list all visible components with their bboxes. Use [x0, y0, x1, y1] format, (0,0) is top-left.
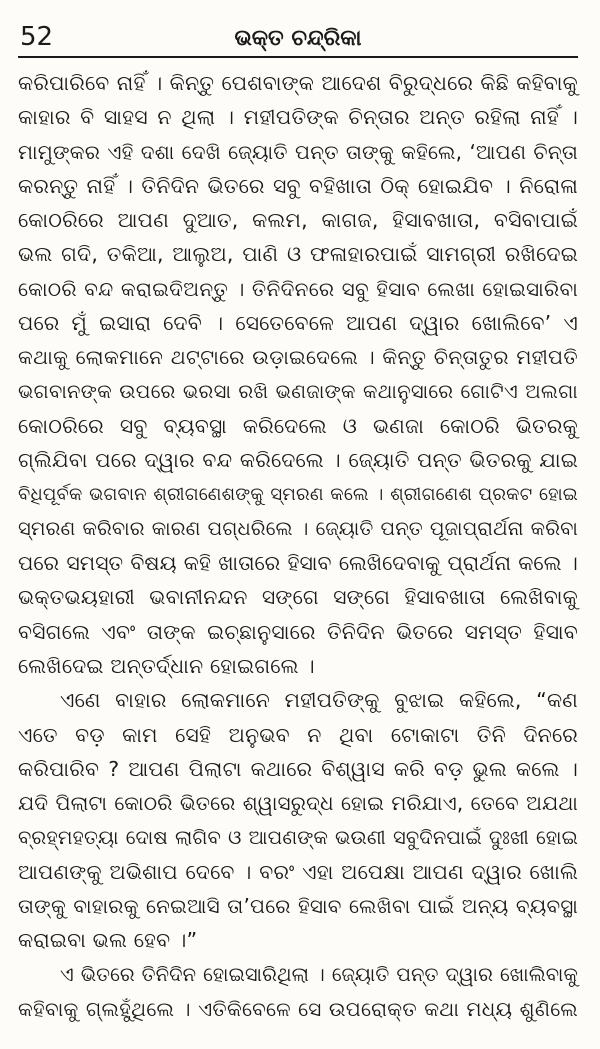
text-line: ଲେଖିଦେଇ ଅନ୍ତର୍ଦ୍ଧାନ ହୋଇଗଲେ ।	[18, 654, 315, 679]
page-number: 52	[20, 22, 54, 52]
text-line: କୋଠରିରେ ଆପଣ ଦୁଆତ, କଲମ, କାଗଜ, ହିସାବଖାତା, ବସିବାପାଇଁ	[18, 208, 578, 233]
text-line: ବ୍ରହ୍ମହତ୍ୟା ଦୋଷ ଲାଗିବ ଓ ଆପଣଙ୍କ ଭଉଣୀ ସବୁଦିନପାଇଁ ଦୁଃଖୀ ହୋଇ	[18, 825, 578, 849]
text-line: ଭକ୍ତଭୟହାରୀ ଭବାନୀନନ୍ଦନ ସଙ୍ଗେ ସଙ୍ଗେ ହିସାବଖାତା ଲେଖିବାକୁ	[18, 585, 578, 610]
text-line: ଗ୍ଲିଯିବା ପରେ ଦ୍ୱାର ବନ୍ଦ କରିଦେଲେ । ଜ୍ୟୋତି ପନ୍ତ ଭିତରକୁ ଯାଇ	[18, 448, 578, 473]
text-line: ଭଲ ଗଦି, ତକିଆ, ଆଲୁଅ, ପାଣି ଓ ଫଳାହାରପାଇଁ ସାମଗ୍ରୀ ରଖିଦେଇ	[18, 242, 578, 267]
text-line: ବିଧିପୂର୍ବକ ଭଗବାନ ଶ୍ରୀଗଣେଶଙ୍କୁ ସ୍ମରଣ କଲେ । ଶ୍ରୀଗଣେଶ ପ୍ରକଟ ହୋଇ	[18, 483, 578, 505]
text-line: ଆପଣଙ୍କୁ ଅଭିଶାପ ଦେବେ । ବରଂ ଏହା ଅପେକ୍ଷା ଆପଣ ଦ୍ୱାର ଖୋଲି	[18, 859, 578, 884]
text-line: କୋଠରି ବନ୍ଦ କରାଇଦିଅନ୍ତୁ । ତିନିଦିନରେ ସବୁ ହିସାବ ଲେଖା ହୋଇସାରିବା	[18, 276, 578, 301]
text-line: କଥାକୁ ଲୋକମାନେ ଥଟ୍ଟାରେ ଉଡ଼ାଇଦେଲେ । କିନ୍ତୁ ଚିନ୍ତାତୁର ମହୀପତି	[18, 345, 578, 370]
text-line: ଏ ଭିତରେ ତିନିଦିନ ହୋଇସାରିଥିଲା । ଜ୍ୟୋତି ପନ୍ତ ଦ୍ୱାର ଖୋଲିବାକୁ	[60, 962, 578, 986]
book-title: ଭକ୍ତ ଚନ୍ଦ୍ରିକା	[234, 26, 362, 51]
text-line: ଏତେ ବଡ଼ କାମ ସେହି ଅନୁଭବ ନ ଥିବା ଟୋକାଟା ତିନି ଦିନରେ	[18, 722, 578, 747]
text-line: କୋଠରିରେ ସବୁ ବ୍ୟବସ୍ଥା କରିଦେଲେ ଓ ଭଣଜା କୋଠରି ଭିତରକୁ	[18, 413, 578, 438]
text-line: କହିବାକୁ ଗ୍ଲହୁଁଥିଲେ । ଏତିକିବେଳେ ସେ ଉପରୋକ୍ତ କଥା ମଧ୍ୟ ଶୁଣିଲେ	[18, 997, 578, 1022]
text-line: ଏଣେ ବାହାର ଲୋକମାନେ ମହୀପତିଙ୍କୁ ବୁଝାଇ କହିଲେ, “କଣ	[60, 688, 578, 713]
text-line: ବସିଗଲେ ଏବଂ ତାଙ୍କ ଇଚ୍ଛାନୁସାରେ ତିନିଦିନ ଭିତରେ ସମସ୍ତ ହିସାବ	[18, 619, 578, 644]
text-line: କରନ୍ତୁ ନାହିଁ । ତିନିଦିନ ଭିତରେ ସବୁ ବହିଖାତା ଠିକ୍ ହୋଇଯିବ । ନିରୋଳା	[18, 173, 578, 198]
text-line: ଯଦି ପିଲାଟା କୋଠରି ଭିତରେ ଶ୍ୱାସରୁଦ୍ଧ ହୋଇ ମରିଯାଏ, ତେବେ ଅଯଥା	[18, 791, 578, 816]
text-line: କରିପାରିବ ? ଆପଣ ପିଲାଟା କଥାରେ ବିଶ୍ୱାସ କରି ବଡ଼ ଭୁଲ କଲେ ।	[18, 756, 578, 781]
text-line: ପରେ ମୁଁ ଇସାରା ଦେବି । ସେତେବେଳେ ଆପଣ ଦ୍ୱାର ଖୋଲିବେ’ ଏ	[18, 311, 578, 336]
text-line: କରିପାରିବେ ନାହିଁ । କିନ୍ତୁ ପେଶବାଙ୍କ ଆଦେଶ ବିରୁଦ୍ଧରେ କିଛି କହିବାକୁ	[18, 71, 578, 95]
body-text	[18, 66, 578, 1026]
text-line: ସ୍ମରଣ କରିବାର କାରଣ ପଗ୍ଧରିଲେ । ଜ୍ୟୋତି ପନ୍ତ ପୂଜାପ୍ରାର୍ଥନା କରିବା	[18, 516, 578, 540]
paragraph-2	[18, 683, 578, 957]
text-line: ପରେ ସମସ୍ତ ବିଷୟ କହି ଖାତାରେ ହିସାବ ଲେଖିଦେବାକୁ ପ୍ରାର୍ଥନା କଲେ ।	[18, 551, 578, 576]
text-line: ଭଗବାନଙ୍କ ଉପରେ ଭରସା ରଖି ଭଣଜାଙ୍କ କଥାନୁସାରେ ଗୋଟିଏ ଅଲଗା	[18, 379, 578, 403]
paragraph-3	[18, 958, 578, 1027]
running-header	[18, 0, 578, 58]
text-line: ତାଙ୍କୁ ବାହାରକୁ ନେଇଆସି ତା’ପରେ ହିସାବ ଲେଖିବା ପାଇଁ ଅନ୍ୟ ବ୍ୟବସ୍ଥା	[18, 894, 578, 919]
paragraph-1	[18, 66, 578, 683]
text-line: ମାମୁଙ୍କର ଏହି ଦଶା ଦେଖି ଜ୍ୟୋତି ପନ୍ତ ତାଙ୍କୁ କହିଲେ, ‘ଆପଣ ଚିନ୍ତା	[18, 139, 578, 164]
text-line: କରାଇବା ଭଲ ହେବ ।”	[18, 928, 198, 953]
text-line: କାହାର ବି ସାହସ ନ ଥିଲା । ମହୀପତିଙ୍କ ଚିନ୍ତାର ଅନ୍ତ ରହିଲା ନାହିଁ ।	[18, 105, 578, 130]
